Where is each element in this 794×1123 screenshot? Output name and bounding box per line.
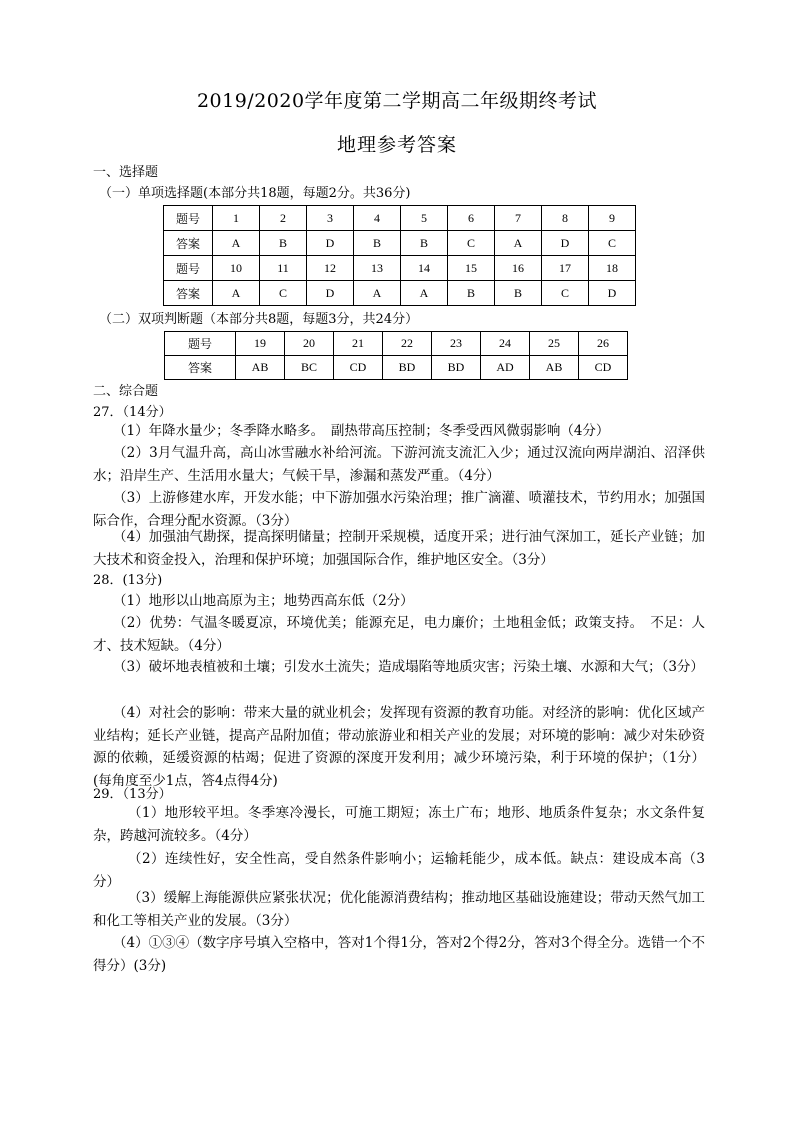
answer-cell: A <box>213 281 260 306</box>
question-number: 8 <box>542 206 589 231</box>
question-number: 1 <box>213 206 260 231</box>
question-number: 13 <box>354 256 401 281</box>
question-number: 4 <box>354 206 401 231</box>
answer-cell: AD <box>481 356 530 380</box>
question-27-label: 27．（14分） <box>93 405 172 420</box>
question-number: 5 <box>401 206 448 231</box>
exam-title: 2019/2020学年度第二学期高二年级期终考试 <box>196 90 598 112</box>
answer-cell: C <box>260 281 307 306</box>
double-choice-heading: （二）双项判断题（本部分共8题，每题3分，共24分） <box>99 312 419 327</box>
table-row <box>164 206 636 231</box>
table-row <box>165 356 628 380</box>
question-number: 19 <box>236 332 285 356</box>
answer-cell: A <box>401 281 448 306</box>
question-number: 24 <box>481 332 530 356</box>
q28-answer-1: （1）地形以山地高原为主；地势西高东低（2分） <box>113 593 414 609</box>
answer-cell: B <box>448 281 495 306</box>
answer-cell: CD <box>579 356 628 380</box>
answer-cell: B <box>495 281 542 306</box>
question-number: 15 <box>448 256 495 281</box>
answer-cell: AB <box>530 356 579 380</box>
question-number: 17 <box>542 256 589 281</box>
answer-cell: AB <box>236 356 285 380</box>
q29-answer-2: （2）连续性好，安全性高，受自然条件影响小；运输耗能少，成本低。缺点：建设成本高（3分） <box>93 851 705 890</box>
question-number: 14 <box>401 256 448 281</box>
section-choice-heading: 一、选择题 <box>93 165 159 180</box>
answer-cell: D <box>542 231 589 256</box>
table-row <box>164 281 636 306</box>
q28-answer-3: （3）破坏地表植被和土壤；引发水土流失；造成塌陷等地质灾害；污染土壤、水源和大气；（3分） <box>113 659 704 675</box>
question-28-label: 28．(13分) <box>93 573 163 588</box>
table-row <box>165 332 628 356</box>
question-number: 26 <box>579 332 628 356</box>
answer-cell: A <box>354 281 401 306</box>
answer-cell: B <box>401 231 448 256</box>
question-number: 6 <box>448 206 495 231</box>
q27-answer-1: （1）年降水量少；冬季降水略多。 副热带高压控制；冬季受西风微弱影响（4分） <box>113 423 610 439</box>
q29-answer-3: （3）缓解上海能源供应紧张状况；优化能源消费结构；推动地区基础设施建设；带动天然气加工和化工等相关产业的发展。（3分） <box>93 890 705 929</box>
question-number: 9 <box>589 206 636 231</box>
double-choice-answer-table <box>164 331 628 380</box>
table-row <box>164 231 636 256</box>
q27-answer-4: （4）加强油气勘探，提高探明储量；控制开采规模，适度开采；进行油气深加工，延长产业链；加大技术和资金投入，治理和保护环境；加强国际合作，维护地区安全。（3分） <box>93 529 705 568</box>
q27-answer-3: （3）上游修建水库，开发水能；中下游加强水污染治理；推广滴灌、喷灌技术，节约用水；加强国际合作，合理分配水资源。（3分） <box>93 490 705 529</box>
question-number: 20 <box>285 332 334 356</box>
answer-cell: BD <box>383 356 432 380</box>
answer-cell: B <box>354 231 401 256</box>
question-number-label: 题号 <box>164 256 213 281</box>
q27-answer-2: （2）3月气温升高，高山冰雪融水补给河流。下游河流支流汇入少；通过汉流向两岸湖泊、沼泽供水；沿岸生产、生活用水量大；气候干旱，渗漏和蒸发严重。（4分） <box>93 445 705 484</box>
answer-cell: C <box>589 231 636 256</box>
single-choice-heading: （一）单项选择题(本部分共18题，每题2分。共36分) <box>99 186 411 201</box>
question-number: 3 <box>307 206 354 231</box>
answer-cell: BC <box>285 356 334 380</box>
answer-label: 答案 <box>165 356 236 380</box>
answer-cell: CD <box>334 356 383 380</box>
q28-answer-2: （2）优势：气温冬暖夏凉，环境优美；能源充足，电力廉价；土地租金低；政策支持。 不足：人才、技术短缺。（4分） <box>93 615 705 654</box>
answer-label: 答案 <box>164 231 213 256</box>
question-29-label: 29．（13分） <box>93 787 172 802</box>
answer-cell: A <box>495 231 542 256</box>
question-number: 18 <box>589 256 636 281</box>
section-comprehensive-heading: 二、综合题 <box>93 384 159 399</box>
question-number: 25 <box>530 332 579 356</box>
question-number: 21 <box>334 332 383 356</box>
question-number: 2 <box>260 206 307 231</box>
answer-cell: D <box>589 281 636 306</box>
question-number: 22 <box>383 332 432 356</box>
q28-answer-4: （4）对社会的影响：带来大量的就业机会；发挥现有资源的教育功能。对经济的影响：优化区域产业结构；延长产业链，提高产品附加值；带动旅游业和相关产业的发展；对环境的影响：减少对朱砂资源的依赖，延缓资源的枯竭；促进了资源的深度开发利用；减少环境污染，利于环境的保护；（1分）(每角度至少1点，答4点得4分) <box>93 705 705 789</box>
answer-label: 答案 <box>164 281 213 306</box>
q29-answer-4: （4）①③④（数字序号填入空格中，答对1个得1分，答对2个得2分，答对3个得全分。选错一个不得分）(3分) <box>93 935 705 974</box>
question-number-label: 题号 <box>164 206 213 231</box>
question-number: 10 <box>213 256 260 281</box>
q29-answer-1: （1）地形较平坦。冬季寒冷漫长，可施工期短；冻土广布；地形、地质条件复杂；水文条件复杂，跨越河流较多。（4分） <box>93 805 705 844</box>
answer-cell: D <box>307 281 354 306</box>
answer-cell: C <box>542 281 589 306</box>
question-number: 7 <box>495 206 542 231</box>
single-choice-answer-table <box>163 205 636 306</box>
question-number: 11 <box>260 256 307 281</box>
question-number: 12 <box>307 256 354 281</box>
answer-cell: B <box>260 231 307 256</box>
question-number-label: 题号 <box>165 332 236 356</box>
table-row <box>164 256 636 281</box>
answer-cell: C <box>448 231 495 256</box>
question-number: 16 <box>495 256 542 281</box>
answer-cell: D <box>307 231 354 256</box>
question-number: 23 <box>432 332 481 356</box>
answer-key-title: 地理参考答案 <box>336 134 457 156</box>
answer-cell: BD <box>432 356 481 380</box>
answer-cell: A <box>213 231 260 256</box>
